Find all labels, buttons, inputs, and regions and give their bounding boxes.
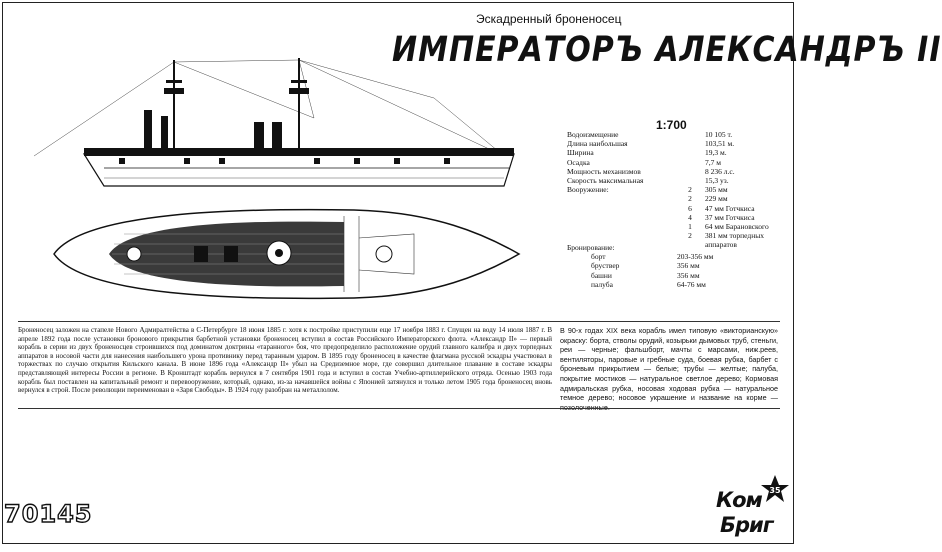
kombrig-logo: Ком Бриг 35 bbox=[716, 478, 792, 544]
armor-row: палуба 64-76 мм bbox=[591, 279, 706, 289]
spec-row: Водоизмещение 10 105 т. bbox=[567, 130, 733, 139]
ship-drawing bbox=[14, 58, 534, 308]
armor-row: борт 203-356 мм bbox=[591, 252, 714, 262]
spec-row: 2 229 мм bbox=[688, 194, 728, 204]
spec-row: 1 64 мм Барановского bbox=[688, 222, 769, 232]
history-text: Броненосец заложен на стапеле Нового Адмиралтейства в С-Петербурге 18 июня 1885 г. хотя к постройке приступили еще 17 ноября 1883 г. Спущен на воду 14 июля 1887 г. В апреле 1892 года после установки бронового прикрытия барбетной установки броненосец вступил в состав Российского Императорского флота. «Александр II» — первый корабль в серии из двух броненосцев строившихся под доминатом доктрины «таранного» боя, что предопределило расположение орудий главного калибра и двух торпедных аппаратов в носовой части для нанесения наибольшего урона противнику перед таранным ударом. В 1895 году броненосец в качестве флагмана русской эскадры участвовал в торжествах по случаю открытия Кильского канала. В июне 1896 года «Александр II» убыл на Средиземное море, где совершил длительное плавание в составе эскадры представляющей интересы России в регионе. В Кронштадт корабль вернулся в 7 сентября 1901 года и вступил в состав Учебно-артиллерийского отряда. Осенью 1903 года корабль был поставлен на капитальный ремонт и перевооружение, который, однако, из-за начавшейся войны с Японией затянулся и только летом 1905 года броненосец вновь вернулся в строй. После революции переименован в «Заря Свободы». В 1924 году разобран на металлолом. bbox=[18, 326, 552, 395]
armor-heading: Бронирование: bbox=[567, 243, 615, 252]
spec-row: Осадка 7,7 м bbox=[567, 157, 721, 167]
armor-row: башни 356 мм bbox=[591, 270, 700, 280]
divider-top bbox=[18, 321, 780, 322]
armor-table bbox=[567, 243, 713, 289]
product-code: 70145 bbox=[4, 500, 93, 528]
spec-row: 4 37 мм Готчкиса bbox=[688, 212, 755, 222]
spec-row: Длина наибольшая 103,51 м. bbox=[567, 139, 735, 149]
divider-bottom bbox=[18, 408, 780, 409]
spec-row: 2 381 мм торпедных bbox=[688, 231, 765, 241]
spec-row: Ширина 19,3 м. bbox=[567, 148, 727, 158]
spec-row: Мощность механизмов 8 236 л.с. bbox=[567, 166, 735, 176]
ship-name-title: ИМПЕРАТОРЪ АЛЕКСАНДРЪ II bbox=[392, 30, 942, 71]
specifications-table bbox=[567, 130, 769, 250]
armor-row: бруствер 356 мм bbox=[591, 261, 700, 271]
color-description-text: В 90-х годах XIX века корабль имел типовую «викторианскую» окраску: борта, стволы орудий, козырьки дымовых труб, стеньги, реи — черные; фальшборт, мачты с марсами, ниж.реев, вентиляторы, паровые и гребные суда, боевая рубка, барбет с броневым прикрытием — белые; трубы — желтые; палуба, покрытие мостиков — натуральное светлое дерево; Кормовая адмиральская рубка, носовая ходовая рубка — натуральное темное дерево; носовое украшение и название на корме — bbox=[560, 326, 778, 403]
star-icon bbox=[760, 474, 790, 504]
spec-row: Вооружение: 2 305 мм bbox=[567, 185, 728, 195]
spec-row: Скорость максимальная 15,3 уз. bbox=[567, 176, 729, 186]
star-label: 35 bbox=[769, 486, 781, 495]
spec-row: аппаратов bbox=[705, 240, 737, 250]
ship-class-subtitle: Эскадренный броненосец bbox=[476, 12, 622, 26]
spec-row: 6 47 мм Готчкиса bbox=[688, 203, 755, 213]
scale-label: 1:700 bbox=[656, 118, 687, 132]
